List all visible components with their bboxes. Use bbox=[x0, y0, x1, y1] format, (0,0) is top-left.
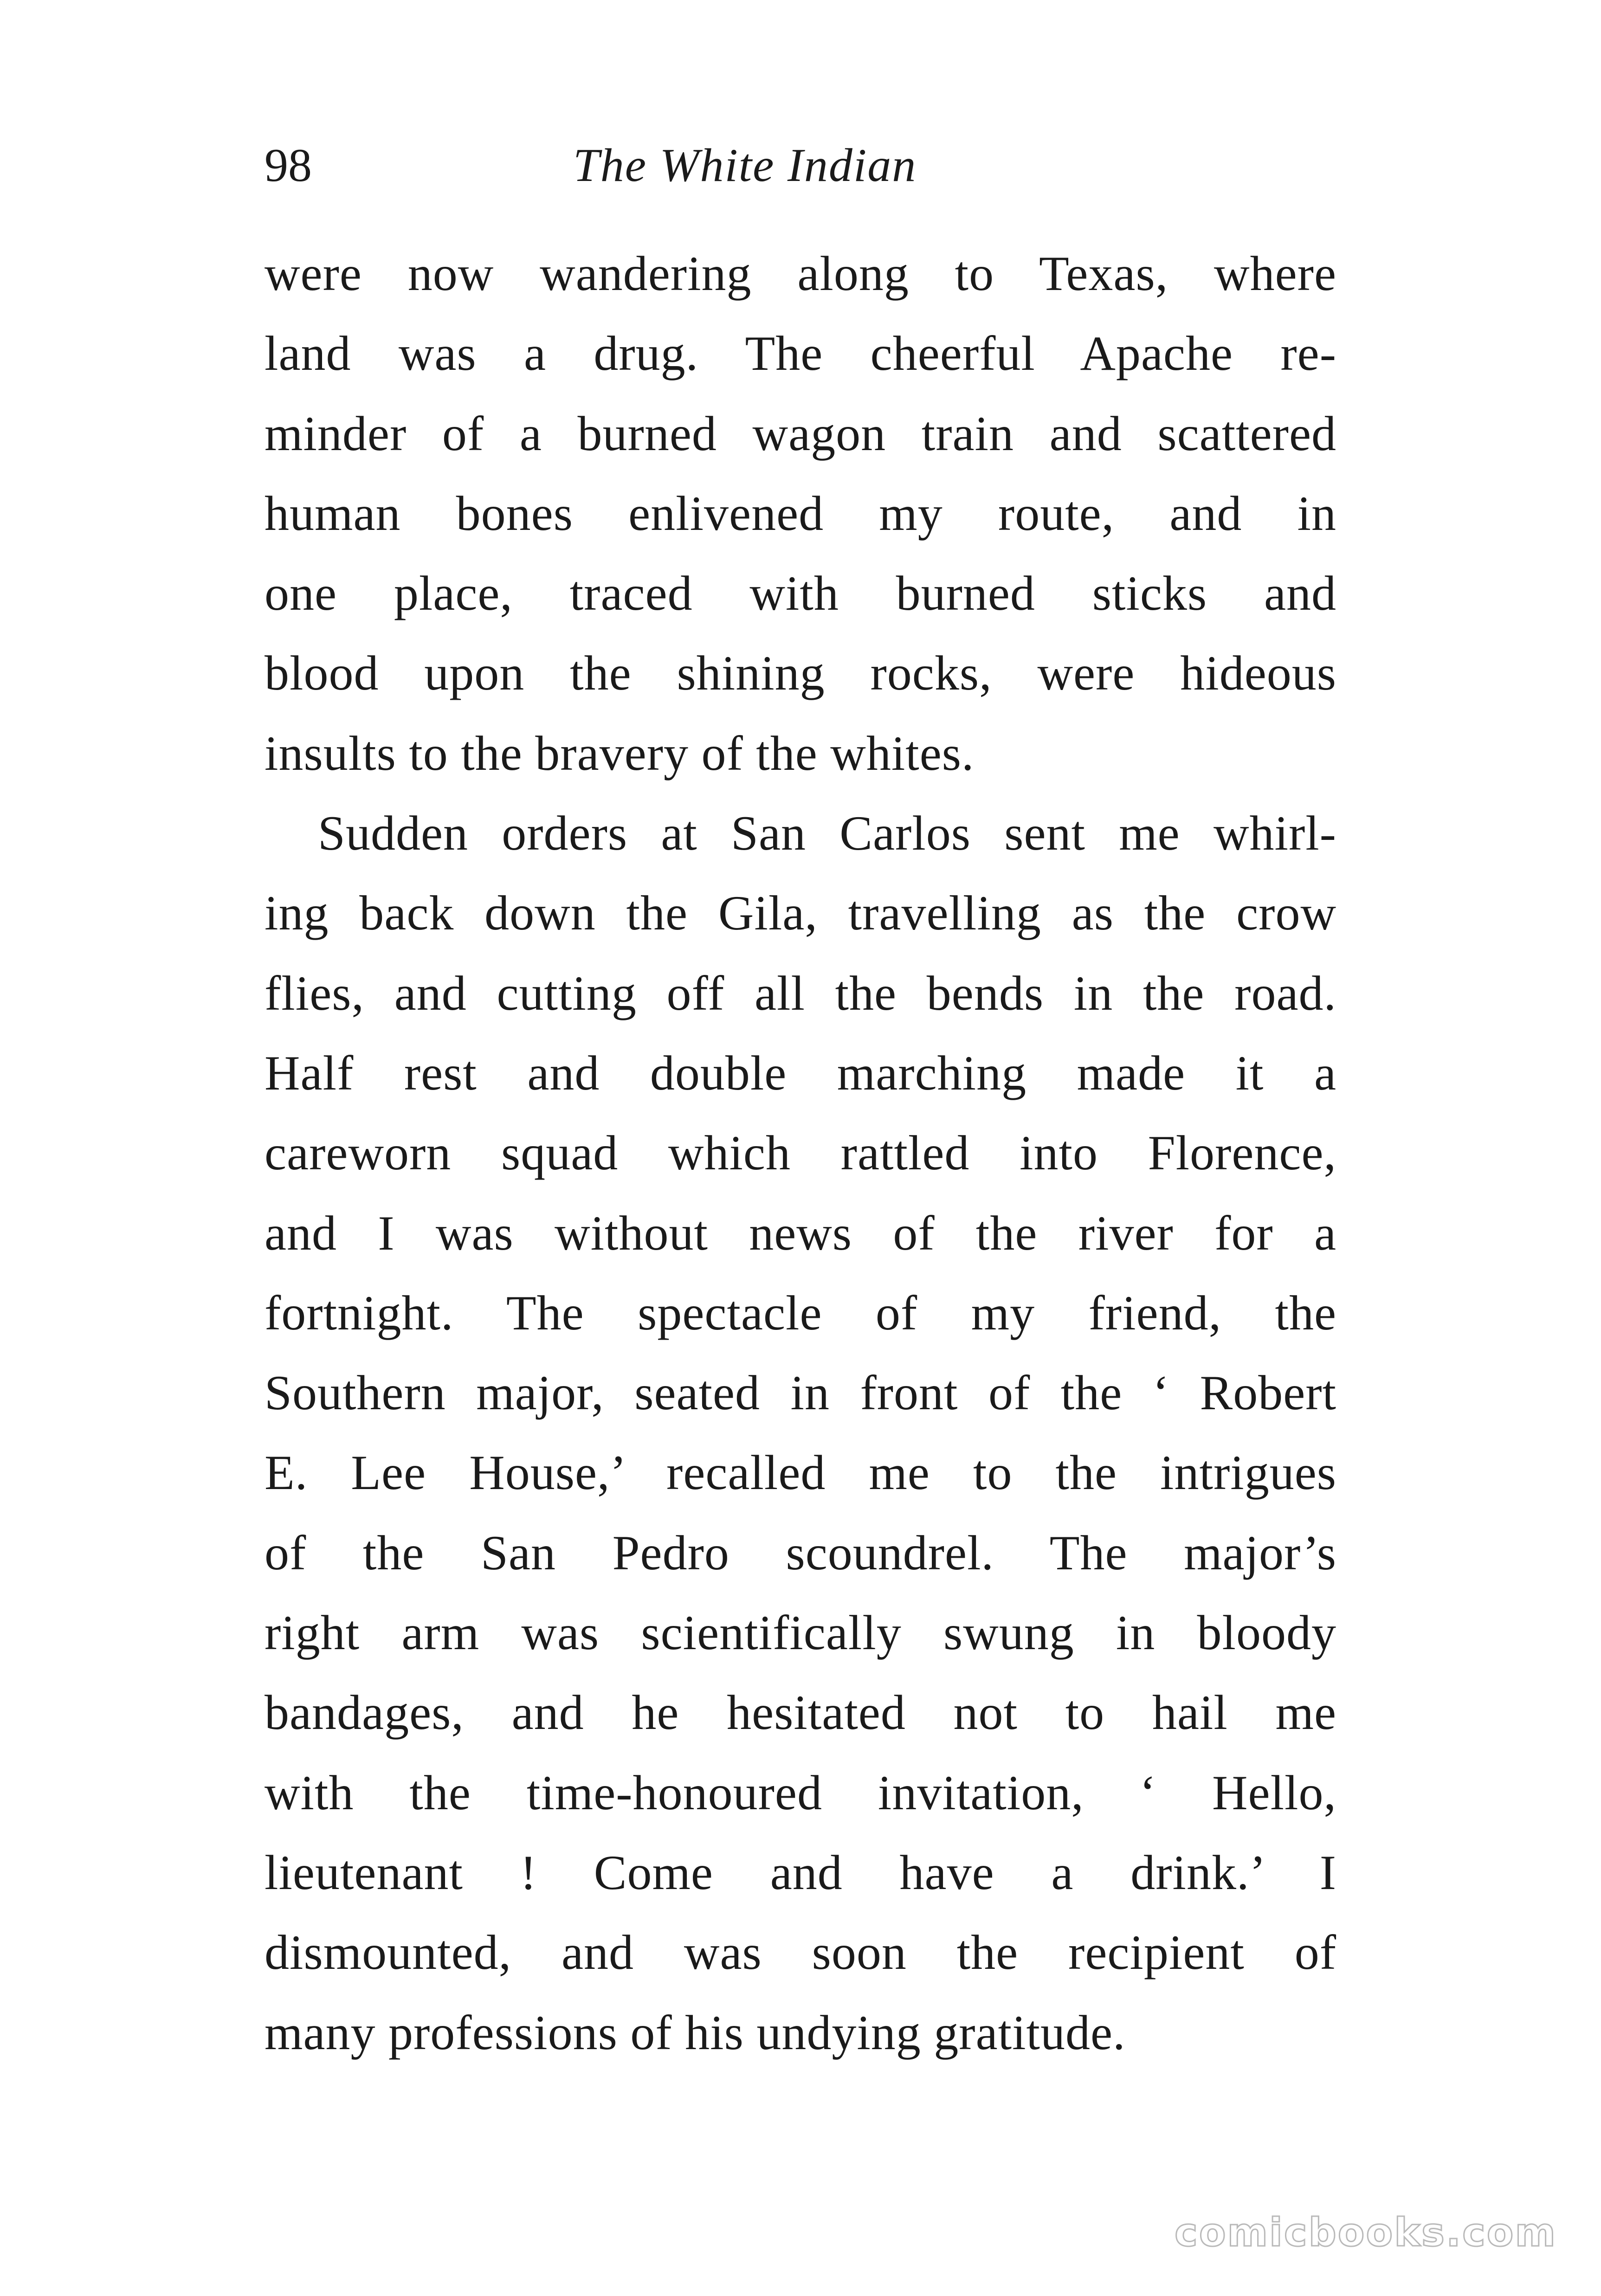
text-line: lieutenant ! Come and have a drink.’ I bbox=[265, 1845, 1336, 1900]
body-text bbox=[265, 234, 1336, 2073]
text-line: careworn squad which rattled into Florence, bbox=[265, 1126, 1336, 1180]
text-line: of the San Pedro scoundrel. The major’s bbox=[265, 1525, 1336, 1580]
text-line: human bones enlivened my route, and in bbox=[265, 486, 1336, 541]
text-line: and I was without news of the river for a bbox=[265, 1206, 1336, 1260]
text-line: one place, traced with burned sticks and bbox=[265, 566, 1336, 621]
text-line: land was a drug. The cheerful Apache re- bbox=[265, 326, 1336, 381]
text-line: minder of a burned wagon train and scattered bbox=[265, 406, 1336, 461]
text-line: many professions of his undying gratitude. bbox=[265, 2005, 1126, 2060]
page-header bbox=[265, 131, 1332, 200]
text-line: fortnight. The spectacle of my friend, the bbox=[265, 1285, 1336, 1340]
text-line: right arm was scientifically swung in bloody bbox=[265, 1606, 1336, 1660]
text-line: insults to the bravery of the whites. bbox=[265, 726, 975, 780]
text-line: were now wandering along to Texas, where bbox=[265, 246, 1336, 301]
site-watermark: comicbooks.com bbox=[1175, 2210, 1557, 2255]
text-line: Half rest and double marching made it a bbox=[265, 1045, 1336, 1100]
text-line: Sudden orders at San Carlos sent me whirl- bbox=[318, 806, 1336, 861]
text-line: ing back down the Gila, travelling as the crow bbox=[265, 886, 1336, 941]
text-line: dismounted, and was soon the recipient of bbox=[265, 1925, 1336, 1980]
page-number: 98 bbox=[265, 139, 312, 192]
text-line: bandages, and he hesitated not to hail me bbox=[265, 1685, 1336, 1740]
text-line: blood upon the shining rocks, were hideous bbox=[265, 646, 1336, 701]
text-line: Southern major, seated in front of the ‘ Robert bbox=[265, 1366, 1336, 1420]
text-line: flies, and cutting off all the bends in the road. bbox=[265, 966, 1336, 1020]
text-line: E. Lee House,’ recalled me to the intrigues bbox=[265, 1445, 1336, 1500]
text-line: with the time-honoured invitation, ‘ Hello, bbox=[265, 1765, 1336, 1820]
running-title: The White Indian bbox=[573, 139, 917, 192]
